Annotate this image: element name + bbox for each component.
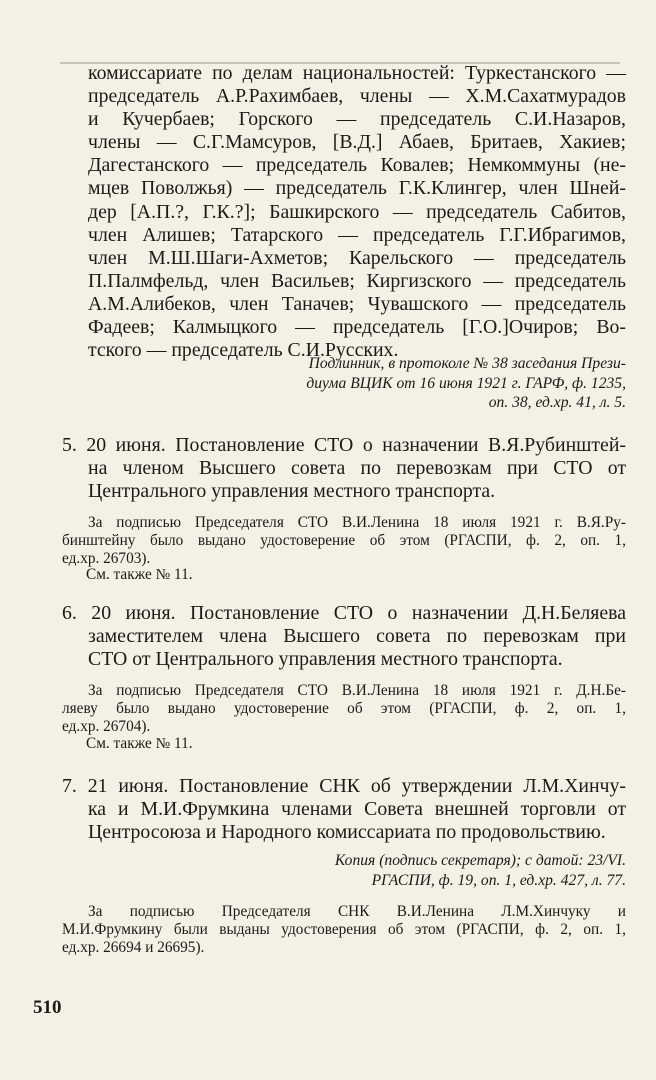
note-line: М.И.Фрумкину были выданы удостоверения об этом (РГАСПИ, ф. 2, оп. 1, <box>62 921 626 939</box>
text-line: на членом Высшего совета по перевозкам при СТО от <box>88 457 626 480</box>
text-line: Дагестанского — председатель Ковалев; Немкоммуны (не- <box>88 154 626 177</box>
source-line: РГАСПИ, ф. 19, оп. 1, ед.хр. 427, л. 77. <box>371 871 626 889</box>
note-line: ляеву было выдано удостоверение об этом (РГАСПИ, ф. 2, оп. 1, <box>62 700 626 718</box>
note-line: ед.хр. 26694 и 26695). <box>62 939 205 957</box>
text-line: Фадеев; Калмыцкого — председатель [Г.О.]Очиров; Во- <box>88 316 626 339</box>
note-line: За подписью Председателя СТО В.И.Ленина 18 июля 1921 г. Д.Н.Бе- <box>88 682 626 699</box>
source-line: оп. 38, ед.хр. 41, л. 5. <box>488 394 626 411</box>
page-number: 510 <box>33 997 62 1018</box>
note-line: бинштейну было выдано удостоверение об этом (РГАСПИ, ф. 2, оп. 1, <box>62 532 626 550</box>
source-citation <box>240 354 626 413</box>
source-citation <box>200 851 626 890</box>
note-line: ед.хр. 26703). <box>62 550 151 568</box>
text-line: Центросоюза и Народного комиссариата по продовольствию. <box>88 821 606 844</box>
text-line: комиссариате по делам национальностей: Туркестанского — <box>88 62 626 84</box>
note-line: За подписью Председателя СНК В.И.Ленина Л.М.Хинчуку и <box>88 903 626 920</box>
text-line: СТО от Центрального управления местного транспорта. <box>88 648 563 671</box>
text-line: председатель А.Р.Рахимбаев, члены — Х.М.Сахатмурадов <box>88 85 626 108</box>
text-line: заместителем члена Высшего совета по перевозкам при <box>88 625 626 648</box>
text-line: члены — С.Г.Мамсуров, [В.Д.] Абаев, Бритаев, Хакиев; <box>88 131 626 154</box>
entry-5-heading <box>62 434 626 503</box>
text-line: член М.Ш.Шаги-Ахметов; Карельского — председатель <box>88 246 626 269</box>
note-line: За подписью Председателя СТО В.И.Ленина 18 июля 1921 г. В.Я.Ру- <box>88 514 626 531</box>
entry-7-heading <box>62 775 626 844</box>
source-line: диума ВЦИК от 16 июня 1921 г. ГАРФ, ф. 1235, <box>306 374 626 392</box>
entry-5-note <box>62 514 626 569</box>
entry-7-note <box>62 903 626 958</box>
note-line: ед.хр. 26704). <box>62 718 151 736</box>
see-also: См. также № 11. <box>86 566 193 583</box>
text-line: 5. 20 июня. Постановление СТО о назначении В.Я.Рубинштей- <box>62 434 626 456</box>
see-also: См. также № 11. <box>86 735 193 752</box>
entry-6-heading <box>62 602 626 671</box>
text-line: Центрального управления местного транспорта. <box>88 480 496 503</box>
source-line: Подлинник, в протоколе № 38 заседания Прези- <box>308 355 626 372</box>
text-line: дер [А.П.?, Г.К.?]; Башкирского — председатель Сабитов, <box>88 200 626 223</box>
text-line: тского — председатель С.И.Русских. <box>88 339 399 362</box>
text-line: П.Палмфельд, член Васильев; Киргизского — председатель <box>88 269 626 292</box>
text-line: А.М.Алибеков, член Таначев; Чувашского — председатель <box>88 292 626 315</box>
entry-6-note <box>62 682 626 737</box>
text-line: мцев Поволжья) — председатель Г.К.Клингер, член Шней- <box>88 177 626 200</box>
text-line: и Кучербаев; Горского — председатель С.И.Назаров, <box>88 108 626 131</box>
text-line: 7. 21 июня. Постановление СНК об утверждении Л.М.Хинчу- <box>62 775 626 797</box>
text-line: ка и М.И.Фрумкина членами Совета внешней торговли от <box>88 798 626 821</box>
continuation-paragraph <box>88 62 626 362</box>
text-line: 6. 20 июня. Постановление СТО о назначении Д.Н.Беляева <box>62 602 626 624</box>
source-line: Копия (подпись секретаря); с датой: 23/VI. <box>334 852 626 869</box>
text-line: член Алишев; Татарского — председатель Г.Г.Ибрагимов, <box>88 223 626 246</box>
